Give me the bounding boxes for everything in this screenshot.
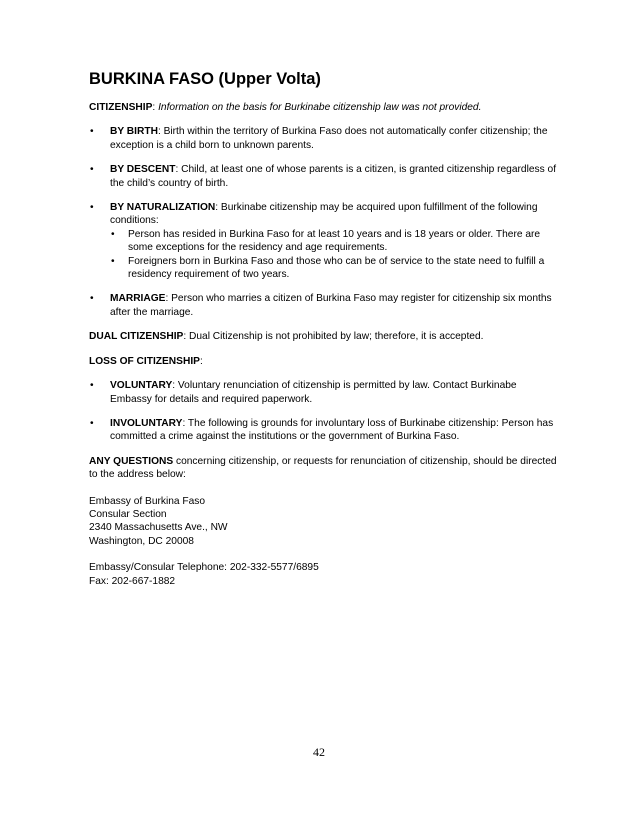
bullet-icon: • [90,202,94,214]
questions-text: concerning citizenship, or requests for renunciation of citizenship, should be directed to the address below: [89,455,557,481]
naturalization-conditions [110,228,559,282]
questions-heading: ANY QUESTIONS [89,455,174,467]
voluntary-label: VOLUNTARY [110,380,173,392]
list-item-involuntary [89,417,559,444]
by-birth-text: : Birth within the territory of Burkina Faso does not automatically confer citizenship; the exception is a child born to unknown parents. [110,126,548,151]
list-item-by-descent [89,163,559,190]
address-line: Consular Section [89,508,167,520]
condition-item [110,228,559,255]
address-line: 2340 Massachusetts Ave., NW [89,522,228,534]
list-item-marriage [89,292,559,319]
document-page [89,70,559,601]
condition-text: Foreigners born in Burkina Faso and those who can be of service to the state need to fulfill a residency requirement of two years. [128,255,545,281]
by-naturalization-label: BY NATURALIZATION [110,202,216,214]
list-item-by-birth [89,125,559,152]
loss-of-citizenship-heading: LOSS OF CITIZENSHIP [89,355,200,367]
fax-line: Fax: 202-667-1882 [89,575,176,587]
contact-info [89,561,559,588]
bullet-icon: • [90,380,94,392]
list-item-by-naturalization [89,201,559,281]
involuntary-label: INVOLUNTARY [110,417,183,429]
acquisition-list [89,125,559,319]
by-descent-text: : Child, at least one of whose parents is a citizen, is granted citizenship regardless of the child’s country of birth. [110,164,557,189]
page-title: BURKINA FASO (Upper Volta) [89,70,321,88]
marriage-text: : Person who marries a citizen of Burkina Faso may register for citizenship six months after the marriage. [110,293,552,318]
questions-paragraph [89,455,559,482]
dual-citizenship-text: : Dual Citizenship is not prohibited by law; therefore, it is accepted. [183,331,484,343]
citizenship-heading: CITIZENSHIP [89,102,153,113]
voluntary-text: : Voluntary renunciation of citizenship is permitted by law. Contact Burkinabe Embassy for details and required paperwork. [110,380,517,405]
embassy-address [89,495,559,549]
bullet-icon: • [111,228,115,240]
marriage-label: MARRIAGE [110,293,166,305]
condition-text: Person has resided in Burkina Faso for at least 10 years and is 18 years or older. There are some exceptions for the residency and age requirements. [128,228,541,254]
list-item-voluntary [89,379,559,406]
citizenship-paragraph [89,101,559,114]
bullet-icon: • [90,417,94,429]
condition-item [110,255,559,282]
address-line: Washington, DC 20008 [89,535,194,547]
address-line: Embassy of Burkina Faso [89,495,206,507]
by-naturalization-text: : Burkinabe citizenship may be acquired upon fulfillment of the following conditions: [110,202,538,227]
citizenship-note: Information on the basis for Burkinabe citizenship law was not provided. [155,102,482,113]
loss-of-citizenship-paragraph [89,355,559,368]
bullet-icon: • [111,255,115,267]
loss-colon: : [199,355,203,367]
telephone-line: Embassy/Consular Telephone: 202-332-5577/6895 [89,562,319,574]
involuntary-text: : The following is grounds for involuntary loss of Burkinabe citizenship: Person has committed a crime against the institutions or the government of Burkina Faso. [110,417,554,443]
dual-citizenship-paragraph [89,330,559,343]
page-number: 42 [313,745,325,759]
bullet-icon: • [90,293,94,305]
bullet-icon: • [90,164,94,176]
citizenship-colon: : [152,102,156,113]
loss-list [89,379,559,444]
by-descent-label: BY DESCENT [110,164,176,176]
bullet-icon: • [90,126,94,138]
dual-citizenship-heading: DUAL CITIZENSHIP [89,331,184,343]
by-birth-label: BY BIRTH [110,126,158,138]
